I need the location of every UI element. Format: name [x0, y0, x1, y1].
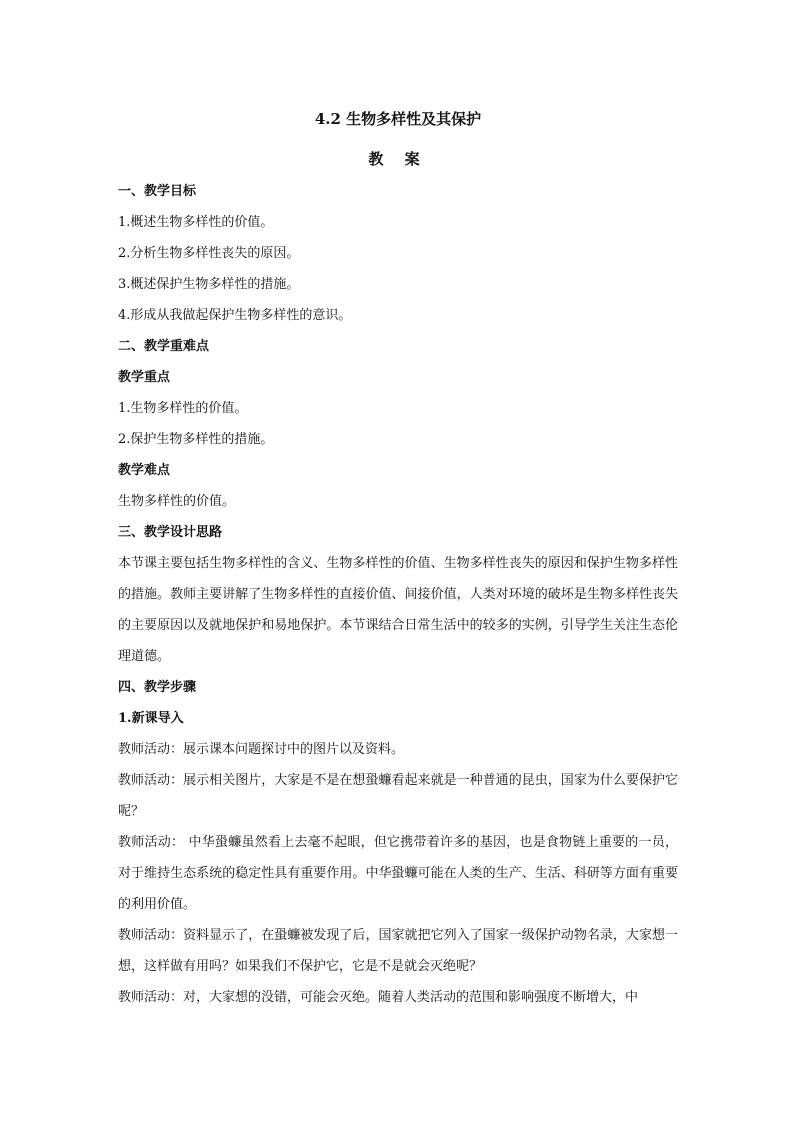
key-item: 2.保护生物多样性的措施。 — [118, 432, 274, 447]
step-paragraph: 教师活动：资料显示了，在蛩蠊被发现了后，国家就把它列入了国家一级保护动物名录，大家想一想，这样做有用吗？如果我们不保护它，它是不是就会灭绝呢？ — [118, 928, 678, 974]
section-heading-steps: 四、教学步骤 — [118, 680, 197, 695]
section-heading-objectives: 一、教学目标 — [118, 184, 197, 199]
step-paragraph: 教师活动：对，大家想的没错，可能会灭绝。随着人类活动的范围和影响强度不断增大，中 — [118, 990, 639, 1005]
key-item: 1.生物多样性的价值。 — [118, 401, 248, 416]
design-paragraph: 本节课主要包括生物多样性的含义、生物多样性的价值、生物多样性丧失的原因和保护生物多样性的措施。教师主要讲解了生物多样性的直接价值、间接价值，人类对环境的破坏是生物多样性丧失的主要原因以及就地保护和易地保护。本节课结合日常生活中的较多的实例，引导学生关注生态伦理道德。 — [118, 556, 678, 664]
subheading-key: 教学重点 — [118, 370, 171, 385]
difficult-item: 生物多样性的价值。 — [118, 494, 236, 509]
objective-item: 4.形成从我做起保护生物多样性的意识。 — [118, 308, 352, 323]
step-paragraph: 教师活动： 中华蛩蠊虽然看上去毫不起眼，但它携带着许多的基因，也是食物链上重要的一员，对于维持生态系统的稳定性具有重要作用。中华蛩蠊可能在人类的生产、生活、科研等方面有重要的利用价值。 — [118, 835, 678, 912]
document-page — [118, 104, 678, 1013]
step-paragraph: 教师活动：展示课本问题探讨中的图片以及资料。 — [118, 742, 405, 757]
section-heading-key-points: 二、教学重难点 — [118, 339, 210, 354]
objective-item: 3.概述保护生物多样性的措施。 — [118, 277, 300, 292]
step-heading: 1.新课导入 — [118, 711, 184, 726]
objective-item: 2.分析生物多样性丧失的原因。 — [118, 246, 300, 261]
step-paragraph: 教师活动：展示相关图片，大家是不是在想蛩蠊看起来就是一种普通的昆虫，国家为什么要保护它呢？ — [118, 773, 678, 819]
objective-item: 1.概述生物多样性的价值。 — [118, 215, 274, 230]
document-subtitle: 教 案 — [368, 150, 428, 168]
subheading-difficult: 教学难点 — [118, 463, 171, 478]
section-heading-design: 三、教学设计思路 — [118, 525, 223, 540]
document-title: 4.2 生物多样性及其保护 — [314, 110, 482, 128]
